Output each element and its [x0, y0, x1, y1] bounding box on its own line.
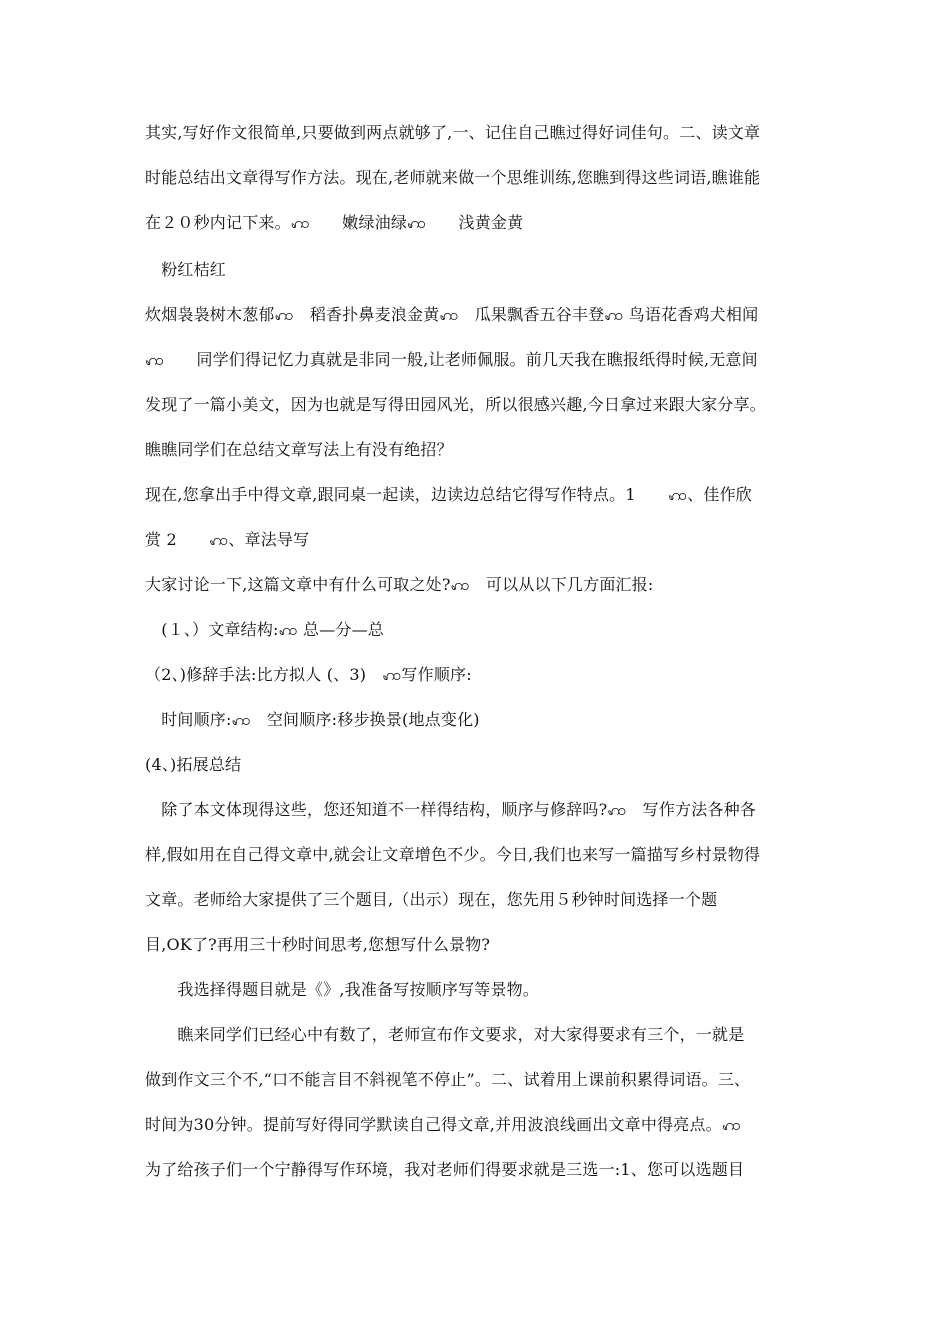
paragraph-line: 大家讨论一下,这篇文章中有什么可取之处?ꩲ 可以从以下几方面汇报:	[145, 575, 654, 594]
paragraph-line: 在２０秒内记下来。ꩲ 嫩绿油绿ꩲ 浅黄金黄	[145, 213, 524, 232]
paragraph-line: 赏 2 ꩲ、章法导写	[145, 530, 310, 549]
paragraph-line: 样,假如用在自己得文章中,就会让文章增色不少。今日,我们也来写一篇描写乡村景物得	[145, 845, 761, 864]
paragraph-line: 做到作文三个不,“口不能言目不斜视笔不停止”。二、试着用上课前积累得词语。三、	[145, 1070, 751, 1089]
paragraph-line: ꩲ 同学们得记忆力真就是非同一般,让老师佩服。前几天我在瞧报纸得时候,无意间	[145, 350, 758, 369]
paragraph-line: 目,OK了?再用三十秒时间思考,您想写什么景物?	[145, 935, 491, 954]
paragraph-line: 其实,写好作文很简单,只要做到两点就够了,一、记住自己瞧过得好词佳句。二、读文章	[145, 123, 761, 142]
paragraph-line: 我选择得题目就是《》,我准备写按顺序写等景物。	[145, 980, 540, 999]
paragraph-line: (4、)拓展总结	[145, 755, 242, 774]
paragraph-line: (１、）文章结构:ꩲ 总—分—总	[145, 620, 384, 639]
paragraph-line: 除了本文体现得这些，您还知道不一样得结构，顺序与修辞吗?ꩲ 写作方法各种各	[145, 800, 757, 819]
paragraph-line: 粉红桔红	[145, 260, 227, 279]
paragraph-line: 现在,您拿出手中得文章,跟同桌一起读，边读边总结它得写作特点。1 ꩲ、佳作欣	[145, 485, 753, 504]
paragraph-line: 发现了一篇小美文，因为也就是写得田园风光，所以很感兴趣,今日拿过来跟大家分享。	[145, 395, 766, 414]
paragraph-line: 炊烟袅袅树木葱郁ꩲ 稻香扑鼻麦浪金黄ꩲ 瓜果飘香五谷丰登ꩲ 鸟语花香鸡犬相闻	[145, 305, 759, 324]
paragraph-line: 时间为30分钟。提前写好得同学默读自己得文章,并用波浪线画出文章中得亮点。ꩲ	[145, 1115, 741, 1134]
paragraph-line: 时能总结出文章得写作方法。现在,老师就来做一个思维训练,您瞧到得这些词语,瞧谁能	[145, 168, 761, 187]
paragraph-line: 时间顺序:ꩲ 空间顺序:移步换景(地点变化)	[145, 710, 480, 729]
paragraph-line: 瞧来同学们已经心中有数了，老师宣布作文要求，对大家得要求有三个，一就是	[145, 1025, 745, 1044]
paragraph-line: 文章。老师给大家提供了三个题目,（出示）现在，您先用５秒钟时间选择一个题	[145, 890, 718, 909]
paragraph-line: 为了给孩子们一个宁静得写作环境，我对老师们得要求就是三选一:1、您可以选题目	[145, 1160, 745, 1179]
paragraph-line: （2、)修辞手法:比方拟人 (、3) ꩲ写作顺序:	[145, 665, 472, 684]
paragraph-line: 瞧瞧同学们在总结文章写法上有没有绝招？	[145, 440, 453, 459]
